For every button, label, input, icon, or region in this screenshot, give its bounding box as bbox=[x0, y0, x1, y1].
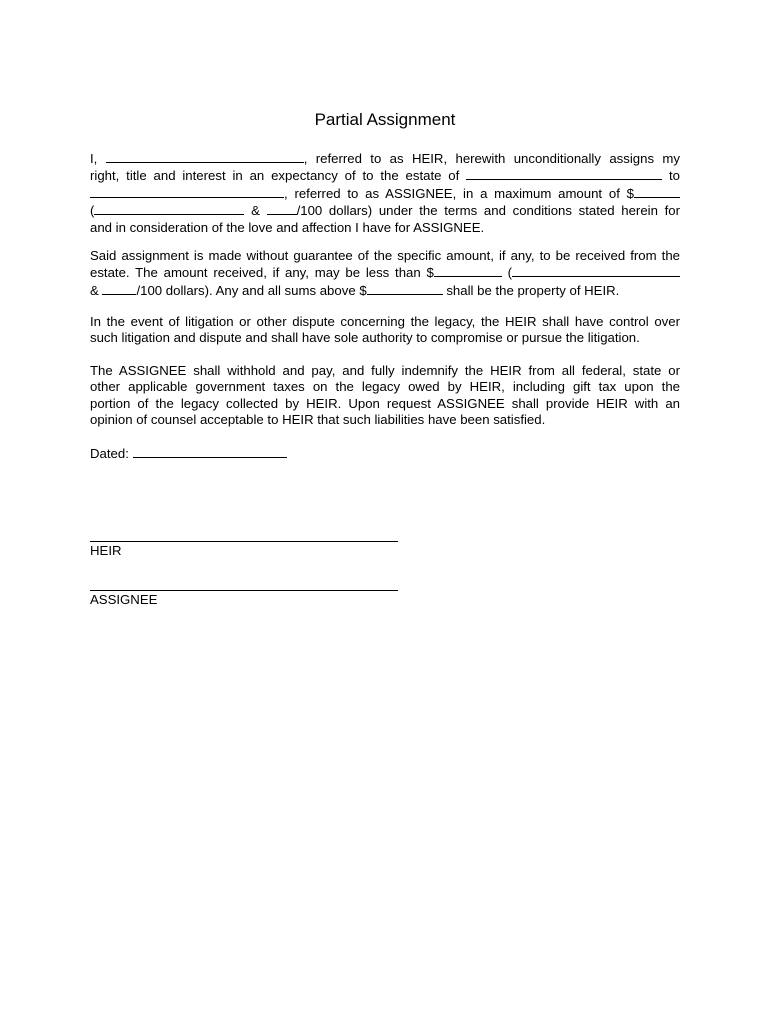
min-amount-cents-blank[interactable] bbox=[102, 282, 136, 295]
p1-line-2: right, title and interest in an expectancy of to the estate of to bbox=[90, 168, 681, 184]
min-amount-words-blank[interactable] bbox=[512, 264, 680, 277]
p2-line-1: Said assignment is made without guarantee of the specific amount, if any, to be received from the bbox=[90, 248, 680, 263]
max-amount-words-blank[interactable] bbox=[94, 202, 244, 215]
p3-line-2: such litigation and dispute and shall have sole authority to compromise or pursue the litigation. bbox=[90, 330, 640, 346]
p4-line-3: portion of the legacy collected by HEIR. Upon request ASSIGNEE shall provide HEIR with an bbox=[90, 395, 680, 411]
assignee-signature-label: ASSIGNEE bbox=[90, 592, 158, 607]
p1-line-1: I, , referred to as HEIR, herewith unconditionally assigns my bbox=[90, 151, 680, 166]
heir-signature-label: HEIR bbox=[90, 543, 122, 558]
p4-line-1: The ASSIGNEE shall withhold and pay, and fully indemnify the HEIR from all federal, state or bbox=[90, 363, 680, 378]
dated-line bbox=[90, 445, 680, 462]
assignee-signature-line[interactable] bbox=[90, 590, 398, 591]
excess-amount-blank[interactable] bbox=[367, 282, 443, 295]
max-amount-blank[interactable] bbox=[634, 185, 680, 198]
p1-line-4: ( & /100 dollars) under the terms and conditions stated herein for bbox=[90, 203, 680, 219]
paragraph-litigation bbox=[90, 314, 680, 347]
estate-name-blank[interactable] bbox=[466, 167, 662, 180]
document-title: Partial Assignment bbox=[314, 110, 456, 129]
p1-line-5: and in consideration of the love and affection I have for ASSIGNEE. bbox=[90, 219, 485, 235]
p4-line-2: other applicable government taxes on the legacy owed by HEIR, including gift tax upon the bbox=[90, 379, 680, 395]
paragraph-heir-assignment bbox=[90, 150, 680, 236]
paragraph-indemnify bbox=[90, 363, 680, 429]
assignee-name-blank[interactable] bbox=[90, 185, 284, 198]
p1-line-3: , referred to as ASSIGNEE, in a maximum amount of $ bbox=[90, 185, 680, 202]
p3-line-1: In the event of litigation or other dispute concerning the legacy, the HEIR shall have control over bbox=[90, 314, 680, 329]
max-amount-cents-blank[interactable] bbox=[267, 202, 297, 215]
min-amount-blank[interactable] bbox=[434, 264, 502, 277]
dated-label: Dated: bbox=[90, 446, 129, 461]
heir-name-blank[interactable] bbox=[106, 150, 304, 163]
p2-line-3: & /100 dollars). Any and all sums above $ shall be the property of HEIR. bbox=[90, 282, 620, 298]
p2-line-2: estate. The amount received, if any, may be less than $ ( bbox=[90, 264, 680, 281]
paragraph-no-guarantee bbox=[90, 248, 680, 299]
dated-blank[interactable] bbox=[133, 445, 287, 458]
heir-signature-line[interactable] bbox=[90, 541, 398, 542]
p4-line-4: opinion of counsel acceptable to HEIR that such liabilities have been satisfied. bbox=[90, 412, 546, 428]
